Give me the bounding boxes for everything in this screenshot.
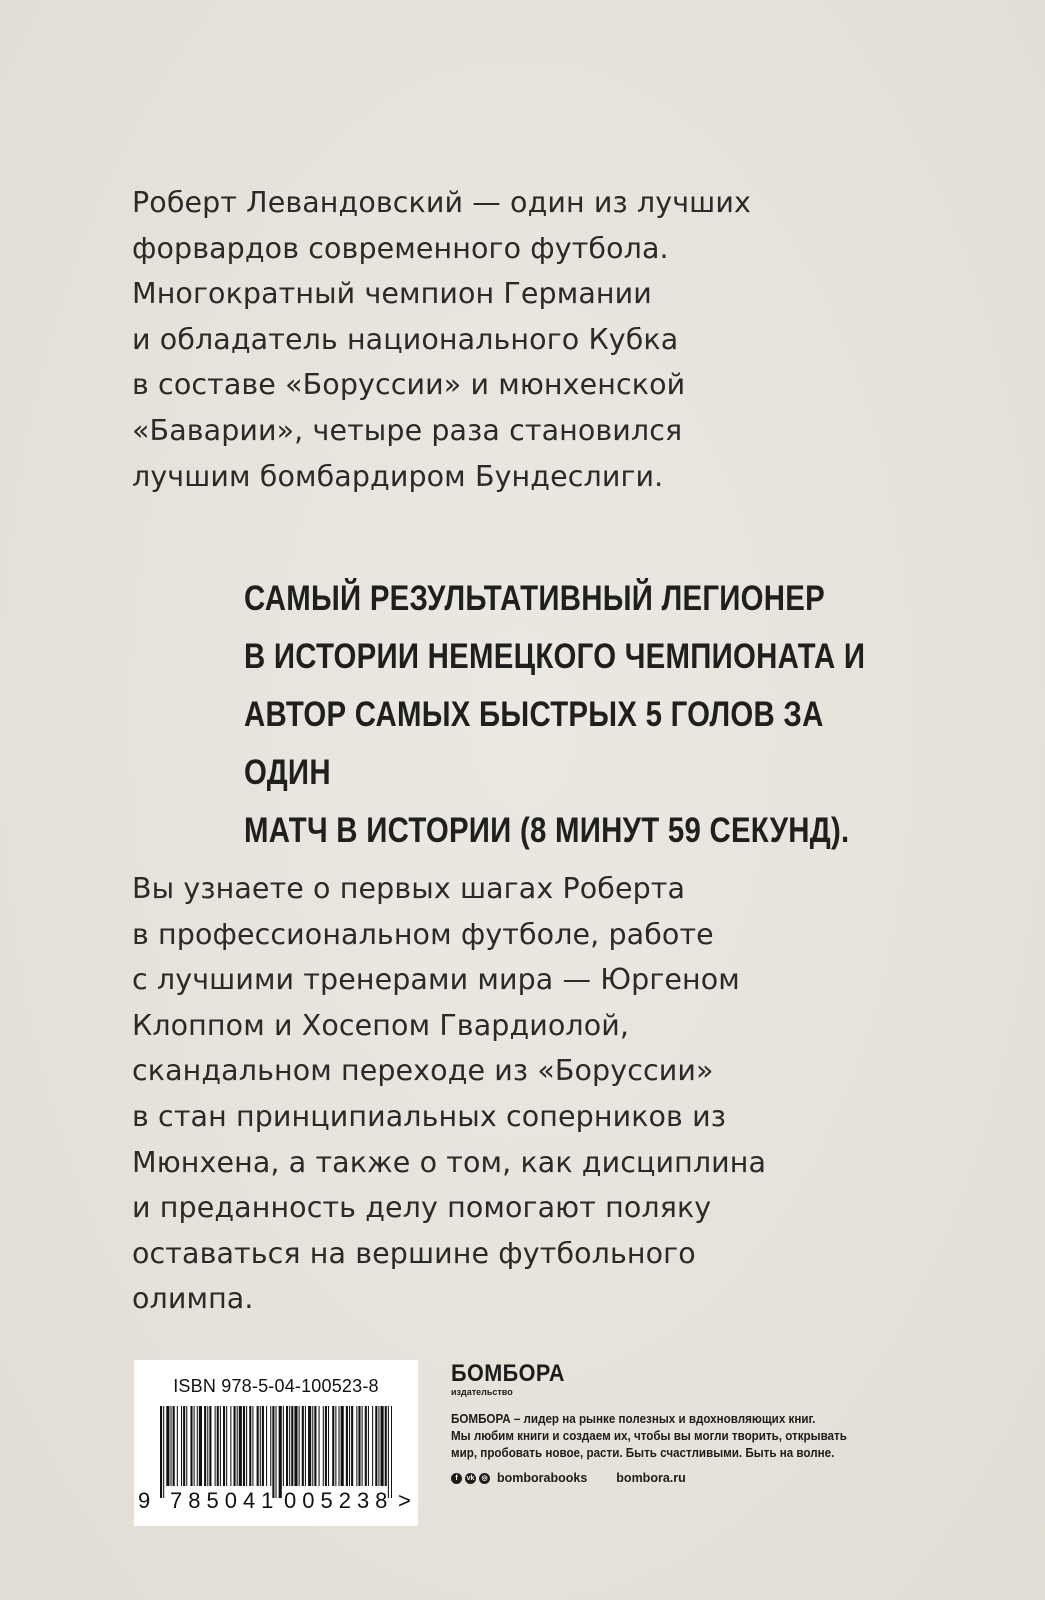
isbn-text: ISBN 978-5-04-100523-8 bbox=[173, 1376, 379, 1396]
facebook-icon: f bbox=[451, 1473, 462, 1484]
description-paragraph: Вы узнаете о первых шагах Роберта в профессиональном футболе, работе с лучшими тренерами мира — Юргеном Клоппом и Хосепом Гвардиолой, скандальном переходе из «Боруссии» в стан принципиальных соперников из Мюнхена, а также о том, как дисциплина и преданность делу помогают поляку оставаться на вершине футбольного олимпа. bbox=[132, 872, 767, 1316]
publisher-block bbox=[451, 1360, 1011, 1485]
barcode-bars bbox=[160, 1406, 392, 1498]
intro-paragraph: Роберт Левандовский — один из лучших форвардов современного футбола. Многократный чемпион Германии и обладатель национального Кубка в составе «Боруссии» и мюнхенской «Баварии», четыре раза становился лучшим бомбардиром Бундеслиги. bbox=[132, 186, 751, 493]
social-handle: bomborabooks bbox=[497, 1471, 588, 1485]
barcode-digits-left: 785041 bbox=[170, 1488, 280, 1513]
barcode-arrow: > bbox=[398, 1488, 411, 1513]
instagram-icon: ◎ bbox=[479, 1473, 490, 1484]
publisher-contacts bbox=[451, 1471, 1011, 1485]
publisher-description: БОМБОРА – лидер на рынке полезных и вдохновляющих книг. Мы любим книги и создаем их, чтобы вы могли творить, открывать мир, пробовать новое, расти. Быть счастливыми. Быть на волне. bbox=[451, 1412, 847, 1460]
barcode-digit-first: 9 bbox=[138, 1488, 151, 1513]
barcode bbox=[134, 1360, 418, 1526]
headline: САМЫЙ РЕЗУЛЬТАТИВНЫЙ ЛЕГИОНЕР В ИСТОРИИ НЕМЕЦКОГО ЧЕМПИОНАТА И АВТОР САМЫХ БЫСТРЫХ 5 ГОЛОВ ЗА ОДИН МАТЧ В ИСТОРИИ (8 МИНУТ 59 СЕКУНД). bbox=[244, 579, 866, 850]
publisher-website: bombora.ru bbox=[616, 1471, 686, 1485]
barcode-digits bbox=[134, 1488, 418, 1516]
publisher-logo-subtitle: издательство bbox=[451, 1387, 513, 1397]
vk-icon: vk bbox=[466, 1474, 475, 1482]
publisher-logo: БОМБОРА bbox=[451, 1360, 565, 1387]
barcode-digits-right: 005238 bbox=[284, 1488, 394, 1513]
